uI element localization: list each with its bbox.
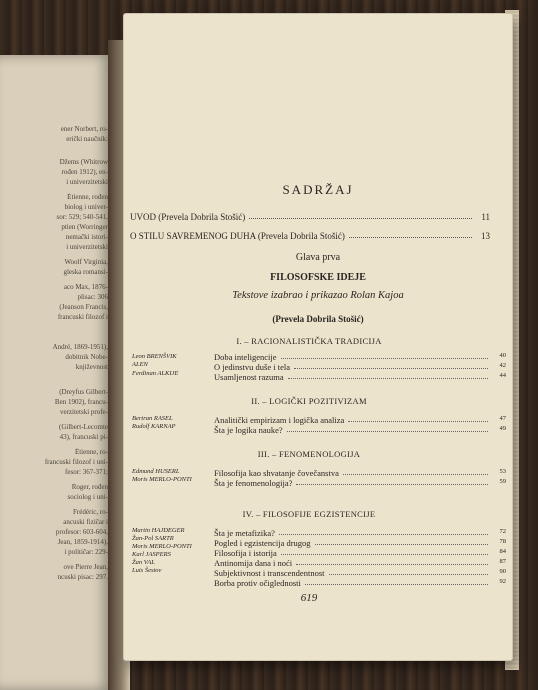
dot-leader <box>296 478 488 485</box>
left-page-fragment: i političar: 229- <box>64 548 108 556</box>
entry-page: 87 <box>499 558 506 565</box>
entry-label: O jedinstvu duše i tela <box>214 362 291 372</box>
toc-entry <box>214 425 506 435</box>
left-page-fragment: 43), francuski pi- <box>59 433 108 441</box>
toc-entry <box>214 362 506 372</box>
part-subtitle: Tekstove izabrao i prikazao Rolan Kajoa <box>232 290 404 301</box>
entry-page: 59 <box>499 478 506 485</box>
toc-entry <box>214 558 506 568</box>
left-page-fragment: (Gilbert-Lecomte <box>59 423 108 431</box>
dot-leader <box>343 468 488 475</box>
entry-page: 92 <box>499 578 506 585</box>
entry-page: 40 <box>499 352 506 359</box>
left-page-fragment: Étienne, rođen <box>67 193 108 201</box>
author: Žan-Pol SARTR <box>132 535 174 542</box>
entry-page: 84 <box>499 548 506 555</box>
dot-leader <box>281 548 488 555</box>
author: Žan VAL <box>132 559 155 566</box>
left-page-fragment: (Dreyfus Gilbert- <box>59 388 108 396</box>
entry-label: Subjektivnost i transcendentnost <box>214 568 325 578</box>
toc-label: UVOD (Prevela Dobrila Stošić) <box>130 212 246 222</box>
entry-label: Doba inteligencije <box>214 352 277 362</box>
toc-page: 11 <box>481 212 490 222</box>
left-page <box>0 55 112 690</box>
author: Ferdinan ALKIJE <box>132 370 179 377</box>
toc-label: O STILU SAVREMENOG DUHA (Prevela Dobrila Stošić) <box>130 231 345 241</box>
left-page-fragment: gleska romansi- <box>63 268 108 276</box>
left-page-fragment: ove Pierre Jean, <box>63 563 108 571</box>
entry-page: 78 <box>499 538 506 545</box>
author: Martin HAJDEGER <box>132 527 185 534</box>
left-page-fragment: Ben 1902), francu- <box>54 398 108 406</box>
left-page-fragment: i univerzitetski <box>66 243 108 251</box>
toc-entry <box>214 372 506 382</box>
right-page <box>124 14 512 660</box>
left-page-fragment: Džems (Whitrow <box>59 158 108 166</box>
entry-label: Šta je logika nauke? <box>214 425 283 435</box>
left-page-fragment: plisac: 306 <box>77 293 108 301</box>
left-page-fragment: profesor: 603-604, <box>55 528 108 536</box>
dot-leader <box>315 538 488 545</box>
entry-label: Filosofija i istorija <box>214 548 277 558</box>
left-page-fragment: verzitetski profe- <box>59 408 108 416</box>
toc-row-stil <box>130 231 490 241</box>
dot-leader <box>296 558 488 565</box>
left-page-fragment: i univerzitetski <box>66 178 108 186</box>
author: Moris MERLO-PONTI <box>132 476 192 483</box>
translator-note: (Prevela Dobrila Stošić) <box>272 314 364 324</box>
page-number: 619 <box>300 592 318 604</box>
dot-leader <box>288 372 488 379</box>
left-page-fragment: ener Norbert, ro- <box>60 125 108 133</box>
entry-page: 90 <box>499 568 506 575</box>
author: Edmund HUSERL <box>132 468 180 475</box>
left-page-fragment: Frédéric, ro- <box>73 508 108 516</box>
dot-leader <box>294 362 488 369</box>
entry-page: 53 <box>499 468 506 475</box>
toc-entry <box>214 415 506 425</box>
entry-label: Analitički empirizam i logička analiza <box>214 415 345 425</box>
toc-entry <box>214 478 506 488</box>
dot-leader <box>287 425 488 432</box>
author: Karl JASPERS <box>132 551 171 558</box>
dot-leader <box>279 528 488 535</box>
entry-label: Šta je fenomenologija? <box>214 478 293 488</box>
toc-entry <box>214 528 506 538</box>
entry-page: 47 <box>499 415 506 422</box>
author: Bertran RASEL <box>132 415 173 422</box>
author: ALEN <box>132 361 148 368</box>
author: Moris MERLO-PONTI <box>132 543 192 550</box>
left-page-fragment: aco Max, 1876- <box>63 283 108 291</box>
author: Rudolf KARNAP <box>132 423 176 430</box>
left-page-fragment: Woolf Virginia, <box>64 258 108 266</box>
left-page-fragment: nemački istori- <box>65 233 108 241</box>
left-page-fragment: sociolog i uni- <box>67 493 108 501</box>
toc-entry <box>214 468 506 478</box>
left-page-fragment: ptien (Worringer <box>61 223 108 231</box>
dot-leader <box>348 415 488 422</box>
toc-entry <box>214 352 506 362</box>
chapter-label: Glava prva <box>295 252 341 263</box>
entry-label: Filosofija kao shvatanje čovečanstva <box>214 468 339 478</box>
entry-label: Šta je metafizika? <box>214 528 275 538</box>
entry-page: 49 <box>499 425 506 432</box>
left-page-fragment: ancuski fizičar i <box>63 518 108 526</box>
left-page-fragment: književnost <box>75 363 108 371</box>
section-title: IV. – FILOSOFIJE EGZISTENCIJE <box>242 509 376 519</box>
toc-entry <box>214 538 506 548</box>
left-page-fragment: ncuski pisac: 297. <box>57 573 108 581</box>
left-page-fragment: Jean, 1859-1914), <box>57 538 108 546</box>
left-page-fragment: (Jeanson Francis, <box>59 303 108 311</box>
section-title: II. – LOGIČKI POZITIVIZAM <box>251 396 367 406</box>
section-title: III. – FENOMENOLOGIJA <box>257 449 361 459</box>
left-page-fragment: francuski filozof i <box>57 313 108 321</box>
dot-leader <box>349 231 472 238</box>
dot-leader <box>329 568 489 575</box>
entry-label: Usamljenost razuma <box>214 372 284 382</box>
entry-page: 44 <box>499 372 506 379</box>
left-page-fragment: fesor: 367-371; <box>65 468 108 476</box>
author: Leon BRENŠVIK <box>132 353 177 360</box>
part-title: FILOSOFSKE IDEJE <box>270 272 366 283</box>
section-title: I. – RACIONALISTIČKA TRADICIJA <box>236 336 382 346</box>
entry-label: Antinomija dana i noći <box>214 558 293 568</box>
toc-row-uvod <box>130 212 490 222</box>
left-page-fragment: francuski filozof i uni- <box>44 458 108 466</box>
dot-leader <box>281 352 488 359</box>
left-page-fragment: André, 1869-1951), <box>52 343 108 351</box>
toc-entry <box>214 578 506 588</box>
left-page-fragment: rođen 1912), en- <box>61 168 108 176</box>
left-page-fragment: Étienne, ro- <box>74 448 108 456</box>
left-page-fragment: sor: 529; 540-541, <box>56 213 108 221</box>
author: Luis Šestov <box>132 567 162 574</box>
left-page-fragment: dobitnik Nobe- <box>65 353 108 361</box>
entry-page: 42 <box>499 362 506 369</box>
dot-leader <box>249 212 472 219</box>
entry-label: Pogled i egzistencija drugog <box>214 538 311 548</box>
left-page-fragment: biolog i univer- <box>64 203 108 211</box>
toc-entry <box>214 568 506 578</box>
left-page-fragment: Roger, rođen <box>71 483 108 491</box>
entry-page: 72 <box>499 528 506 535</box>
entry-label: Borba protiv očiglednosti <box>214 578 301 588</box>
left-page-fragment: erički naučnik: <box>66 135 108 143</box>
page-heading: SADRŽAJ <box>282 182 354 197</box>
toc-page: 13 <box>481 231 490 241</box>
toc-entry <box>214 548 506 558</box>
dot-leader <box>305 578 488 585</box>
